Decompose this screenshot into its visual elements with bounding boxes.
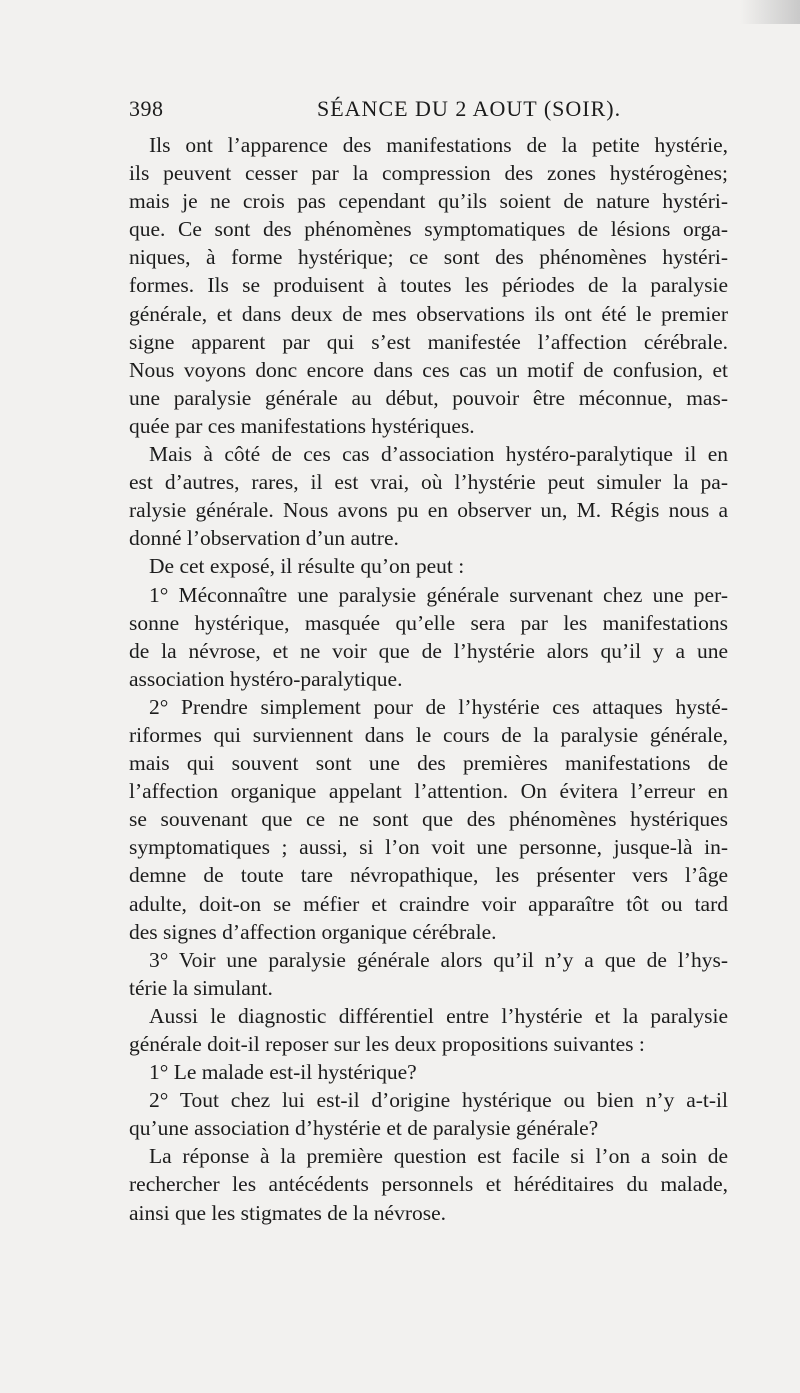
page-header: [129, 96, 728, 126]
text-line: 2° Prendre simplement pour de l’hystérie ces attaques hysté-: [149, 694, 728, 719]
text-line: de la névrose, et ne voir que de l’hystérie alors qu’il y a une: [129, 638, 728, 663]
text-line: une paralysie générale au début, pouvoir être méconnue, mas-: [129, 385, 728, 410]
text-line: donné l’observation d’un autre.: [129, 526, 399, 551]
text-line: niques, à forme hystérique; ce sont des phénomènes hystéri-: [129, 245, 728, 270]
text-line: adulte, doit-on se méfier et craindre voir apparaître tôt ou tard: [129, 891, 728, 916]
text-line: signe apparent par qui s’est manifestée l’affection cérébrale.: [129, 329, 728, 354]
text-line: que. Ce sont des phénomènes symptomatiques de lésions orga-: [129, 217, 728, 242]
text-line: 1° Méconnaître une paralysie générale survenant chez une per-: [149, 582, 728, 607]
text-line: l’affection organique appelant l’attention. On évitera l’erreur en: [129, 779, 728, 804]
text-line: symptomatiques ; aussi, si l’on voit une personne, jusque-là in-: [129, 835, 728, 860]
text-line: générale, et dans deux de mes observations ils ont été le premier: [129, 301, 728, 326]
text-line: générale doit-il reposer sur les deux propositions suivantes :: [129, 1032, 645, 1056]
text-line: La réponse à la première question est facile si l’on a soin de: [149, 1144, 728, 1169]
text-line: Ils ont l’apparence des manifestations de la petite hystérie,: [149, 133, 728, 157]
text-line: des signes d’affection organique cérébrale.: [129, 919, 497, 944]
text-line: Aussi le diagnostic différentiel entre l’hystérie et la paralysie: [149, 1003, 728, 1028]
text-line: 3° Voir une paralysie générale alors qu’il n’y a que de l’hys-: [149, 947, 728, 972]
text-line: Nous voyons donc encore dans ces cas un motif de confusion, et: [129, 357, 728, 382]
text-line: De cet exposé, il résulte qu’on peut :: [149, 554, 465, 579]
text-line: se souvenant que ce ne sont que des phénomènes hystériques: [129, 807, 728, 832]
text-line: est d’autres, rares, il est vrai, où l’hystérie peut simuler la pa-: [129, 470, 728, 495]
text-line: qu’une association d’hystérie et de paralysie générale?: [129, 1116, 599, 1141]
text-line: ils peuvent cesser par la compression des zones hystérogènes;: [129, 161, 728, 186]
text-line: 2° Tout chez lui est-il d’origine hystérique ou bien n’y a-t-il: [149, 1088, 728, 1113]
text-line: association hystéro-paralytique.: [129, 666, 403, 691]
text-line: ainsi que les stigmates de la névrose.: [129, 1200, 447, 1225]
text-line: 1° Le malade est-il hystérique?: [149, 1060, 417, 1085]
text-line: rechercher les antécédents personnels et héréditaires du malade,: [129, 1172, 728, 1197]
page-number: 398: [129, 96, 164, 121]
text-line: formes. Ils se produisent à toutes les périodes de la paralysie: [129, 273, 728, 298]
text-line: quée par ces manifestations hystériques.: [129, 413, 475, 438]
scan-edge-shadow: [740, 0, 800, 24]
text-line: Mais à côté de ces cas d’association hystéro-paralytique il en: [149, 442, 728, 467]
text-line: térie la simulant.: [129, 975, 273, 1000]
text-line: riformes qui surviennent dans le cours de la paralysie générale,: [129, 722, 728, 747]
text-line: demne de toute tare névropathique, les présenter vers l’âge: [129, 863, 728, 888]
text-line: ralysie générale. Nous avons pu en observer un, M. Régis nous a: [129, 498, 728, 523]
text-line: sonne hystérique, masquée qu’elle sera par les manifestations: [129, 610, 728, 635]
running-title: SÉANCE DU 2 AOUT (SOIR).: [317, 96, 622, 121]
body-text: [129, 131, 728, 1227]
text-line: mais qui souvent sont une des premières manifestations de: [129, 751, 728, 776]
text-line: mais je ne crois pas cependant qu’ils soient de nature hystéri-: [129, 189, 728, 214]
